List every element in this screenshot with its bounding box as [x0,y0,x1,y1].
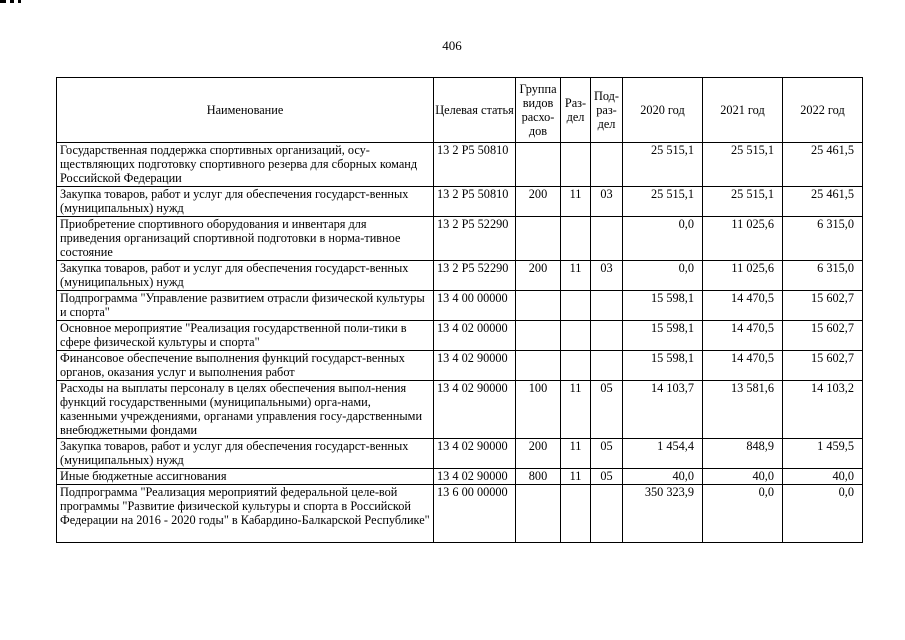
budget-table [56,77,863,543]
table-row [57,143,863,187]
row-section [561,321,591,351]
row-2022: 6 315,0 [783,261,863,291]
row-subsection: 05 [591,439,623,469]
row-2020: 0,0 [623,217,703,261]
row-subsection [591,351,623,381]
row-2021: 0,0 [703,485,783,543]
row-2021: 11 025,6 [703,217,783,261]
row-2022: 0,0 [783,485,863,543]
row-expense-group [516,321,561,351]
row-subsection: 05 [591,381,623,439]
row-expense-group [516,291,561,321]
row-code: 13 6 00 00000 [434,485,516,543]
row-2020: 350 323,9 [623,485,703,543]
row-2022: 15 602,7 [783,291,863,321]
row-section [561,143,591,187]
scan-corner-mark [0,0,22,6]
row-2022: 15 602,7 [783,351,863,381]
row-2021: 14 470,5 [703,291,783,321]
row-section: 11 [561,381,591,439]
row-2020: 40,0 [623,469,703,485]
row-code: 13 4 02 00000 [434,321,516,351]
row-2022: 6 315,0 [783,217,863,261]
row-expense-group [516,217,561,261]
row-name: Подпрограмма "Управление развитием отрасли физической культуры и спорта" [57,291,434,321]
row-section: 11 [561,469,591,485]
row-2021: 40,0 [703,469,783,485]
header-2020: 2020 год [623,78,703,143]
table-row [57,187,863,217]
table-row [57,351,863,381]
row-section [561,485,591,543]
row-subsection [591,143,623,187]
row-name: Закупка товаров, работ и услуг для обеспечения государст-венных (муниципальных) нужд [57,439,434,469]
header-2022: 2022 год [783,78,863,143]
row-expense-group: 200 [516,261,561,291]
row-expense-group [516,143,561,187]
header-name: Наименование [57,78,434,143]
row-name: Расходы на выплаты персоналу в целях обеспечения выпол-нения функций государственными (муниципальными) орга-нами, казенными учреждениями, органами управления госу-дарственными внебюджетными фондами [57,381,434,439]
row-2022: 25 461,5 [783,187,863,217]
row-subsection [591,217,623,261]
header-target: Целевая статья [434,78,516,143]
table-header-row [57,78,863,143]
row-subsection: 03 [591,187,623,217]
row-code: 13 4 02 90000 [434,469,516,485]
row-code: 13 4 02 90000 [434,381,516,439]
row-name: Закупка товаров, работ и услуг для обеспечения государст-венных (муниципальных) нужд [57,187,434,217]
row-2021: 25 515,1 [703,187,783,217]
row-name: Подпрограмма "Реализация мероприятий федеральной целе-вой программы "Развитие физической культуры и спорта в Российской Федерации на 2016 - 2020 годы" в Кабардино-Балкарской Республике" [57,485,434,543]
row-code: 13 2 P5 52290 [434,261,516,291]
header-subsection: Под- раз- дел [591,78,623,143]
row-expense-group: 200 [516,439,561,469]
row-section [561,217,591,261]
row-name: Приобретение спортивного оборудования и инвентаря для приведения организаций спортивной подготовки в норма-тивное состояние [57,217,434,261]
row-section [561,291,591,321]
row-2021: 11 025,6 [703,261,783,291]
row-code: 13 2 P5 52290 [434,217,516,261]
row-2020: 0,0 [623,261,703,291]
row-section: 11 [561,261,591,291]
table-row [57,439,863,469]
row-expense-group: 100 [516,381,561,439]
row-2021: 14 470,5 [703,321,783,351]
row-expense-group [516,351,561,381]
row-code: 13 4 02 90000 [434,439,516,469]
row-name: Финансовое обеспечение выполнения функций государст-венных органов, оказания услуг и выполнения работ [57,351,434,381]
row-2020: 15 598,1 [623,321,703,351]
row-name: Закупка товаров, работ и услуг для обеспечения государст-венных (муниципальных) нужд [57,261,434,291]
table-row [57,291,863,321]
row-2020: 25 515,1 [623,143,703,187]
table-row [57,381,863,439]
row-2022: 1 459,5 [783,439,863,469]
table-row [57,485,863,543]
row-section: 11 [561,187,591,217]
row-subsection [591,321,623,351]
row-code: 13 2 P5 50810 [434,187,516,217]
row-2020: 25 515,1 [623,187,703,217]
page-number: 406 [442,38,462,53]
row-section: 11 [561,439,591,469]
row-2020: 14 103,7 [623,381,703,439]
header-section: Раз- дел [561,78,591,143]
row-subsection [591,485,623,543]
row-code: 13 2 P5 50810 [434,143,516,187]
row-section [561,351,591,381]
row-code: 13 4 00 00000 [434,291,516,321]
row-2020: 15 598,1 [623,291,703,321]
table-row [57,261,863,291]
row-expense-group [516,485,561,543]
row-2020: 15 598,1 [623,351,703,381]
row-2021: 848,9 [703,439,783,469]
row-2022: 40,0 [783,469,863,485]
row-subsection: 03 [591,261,623,291]
row-subsection [591,291,623,321]
row-subsection: 05 [591,469,623,485]
table-row [57,321,863,351]
row-2020: 1 454,4 [623,439,703,469]
row-2021: 25 515,1 [703,143,783,187]
row-2022: 14 103,2 [783,381,863,439]
row-name: Основное мероприятие "Реализация государственной поли-тики в сфере физической культуры и спорта" [57,321,434,351]
row-name: Государственная поддержка спортивных организаций, осу-ществляющих подготовку спортивного резерва для сборных команд Российской Федерации [57,143,434,187]
row-2022: 25 461,5 [783,143,863,187]
row-expense-group: 200 [516,187,561,217]
row-code: 13 4 02 90000 [434,351,516,381]
row-2021: 14 470,5 [703,351,783,381]
row-name: Иные бюджетные ассигнования [57,469,434,485]
table-row [57,217,863,261]
row-2022: 15 602,7 [783,321,863,351]
table-row [57,469,863,485]
header-2021: 2021 год [703,78,783,143]
header-expense-group: Группа видов расхо- дов [516,78,561,143]
row-expense-group: 800 [516,469,561,485]
row-2021: 13 581,6 [703,381,783,439]
